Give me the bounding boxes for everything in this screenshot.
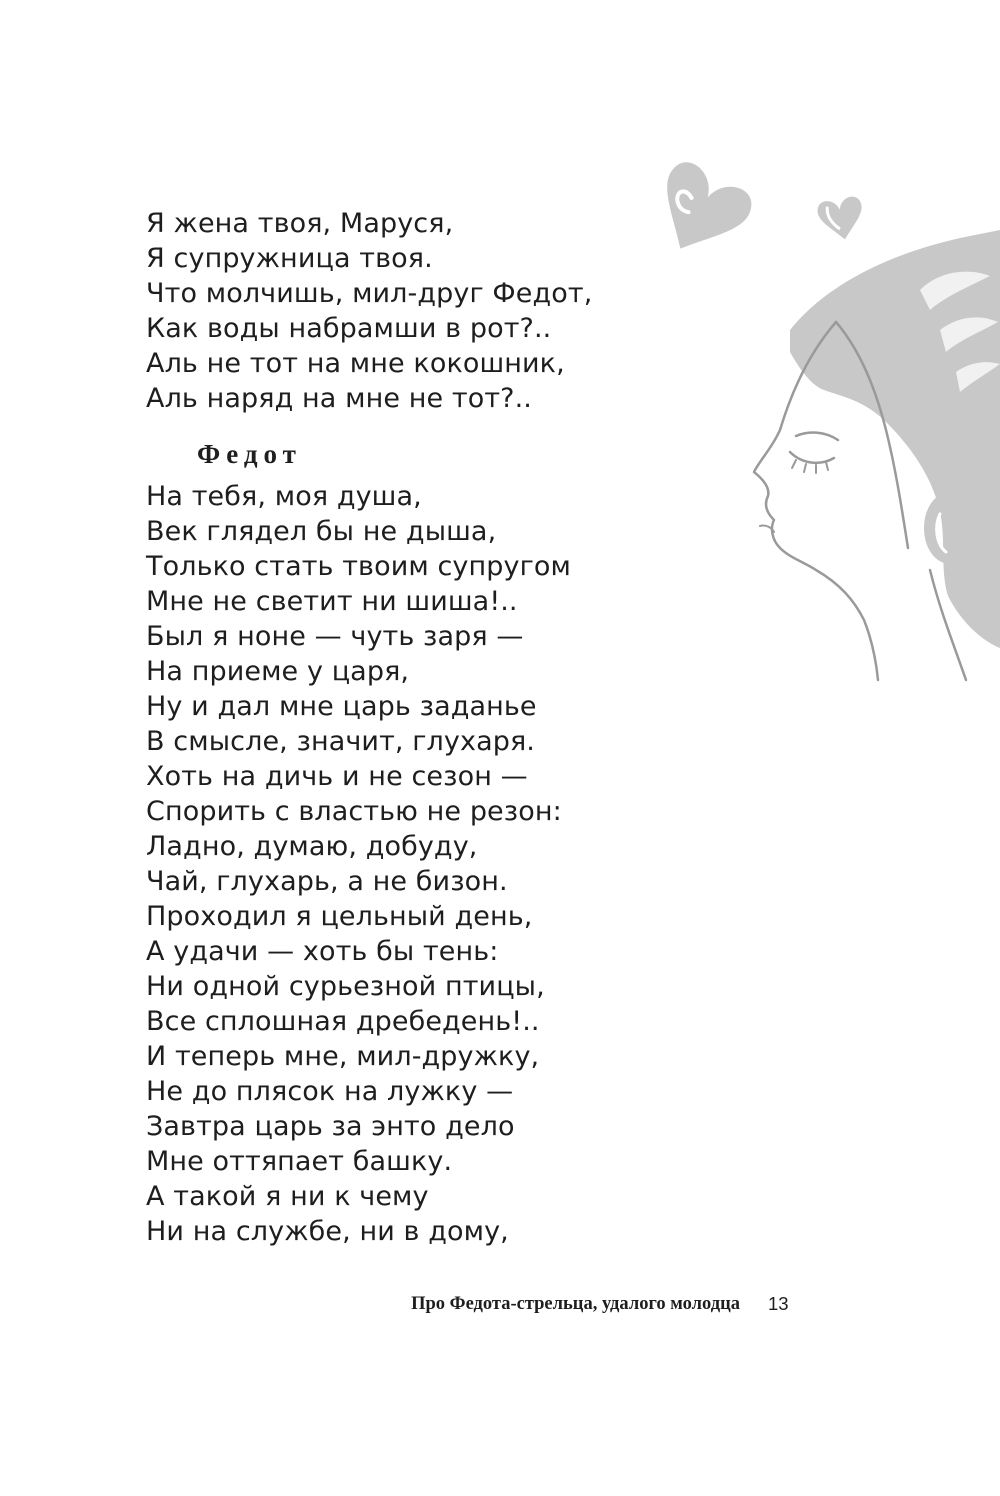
poem-stanza-1: [146, 206, 592, 416]
poem-line: Ну и дал мне царь заданье: [146, 691, 537, 722]
running-title: Про Федота-стрельца, удалого молодца: [411, 1294, 740, 1314]
poem-line: Аль наряд на мне не тот?..: [146, 383, 532, 414]
poem-line: Как воды набрамши в рот?..: [146, 313, 552, 344]
poem-line: Мне не светит ни шиша!..: [146, 586, 518, 617]
woman-profile-illustration: [640, 100, 1000, 700]
poem-line: Завтра царь за энто дело: [146, 1111, 515, 1142]
poem-line: На тебя, моя душа,: [146, 481, 422, 512]
poem-line: Ни одной сурьезной птицы,: [146, 971, 545, 1002]
poem-line: Все сплошная дребедень!..: [146, 1006, 540, 1037]
poem-line: Только стать твоим супругом: [146, 551, 571, 582]
poem-line: Что молчишь, мил-друг Федот,: [146, 278, 593, 309]
poem-line: Ни на службе, ни в дому,: [146, 1216, 509, 1247]
poem-line: А удачи — хоть бы тень:: [146, 936, 499, 967]
speaker-name: Федот: [197, 439, 302, 469]
poem-line: В смысле, значит, глухаря.: [146, 726, 535, 757]
poem-line: А такой я ни к чему: [146, 1181, 429, 1212]
poem-line: Чай, глухарь, а не бизон.: [146, 866, 508, 897]
poem-line: На приеме у царя,: [146, 656, 410, 687]
poem-line: Мне оттяпает башку.: [146, 1146, 453, 1177]
poem-line: Был я ноне — чуть заря —: [146, 621, 524, 652]
poem-line: Хоть на дичь и не сезон —: [146, 761, 528, 792]
poem-line: Я жена твоя, Маруся,: [146, 208, 454, 239]
poem-line: Ладно, думаю, добуду,: [146, 831, 478, 862]
poem-line: Спорить с властью не резон:: [146, 796, 562, 827]
poem-line: Аль не тот на мне кокошник,: [146, 348, 565, 379]
poem-line: Век глядел бы не дыша,: [146, 516, 497, 547]
poem-line: Я супружница твоя.: [146, 243, 433, 274]
poem-line: Проходил я цельный день,: [146, 901, 533, 932]
poem-line: И теперь мне, мил-дружку,: [146, 1041, 540, 1072]
page-number: 13: [768, 1293, 789, 1314]
poem-stanza-2: [146, 479, 571, 1249]
poem-line: Не до плясок на лужку —: [146, 1076, 514, 1107]
heart-icon: [641, 156, 758, 269]
small-heart-icon: [816, 195, 867, 243]
